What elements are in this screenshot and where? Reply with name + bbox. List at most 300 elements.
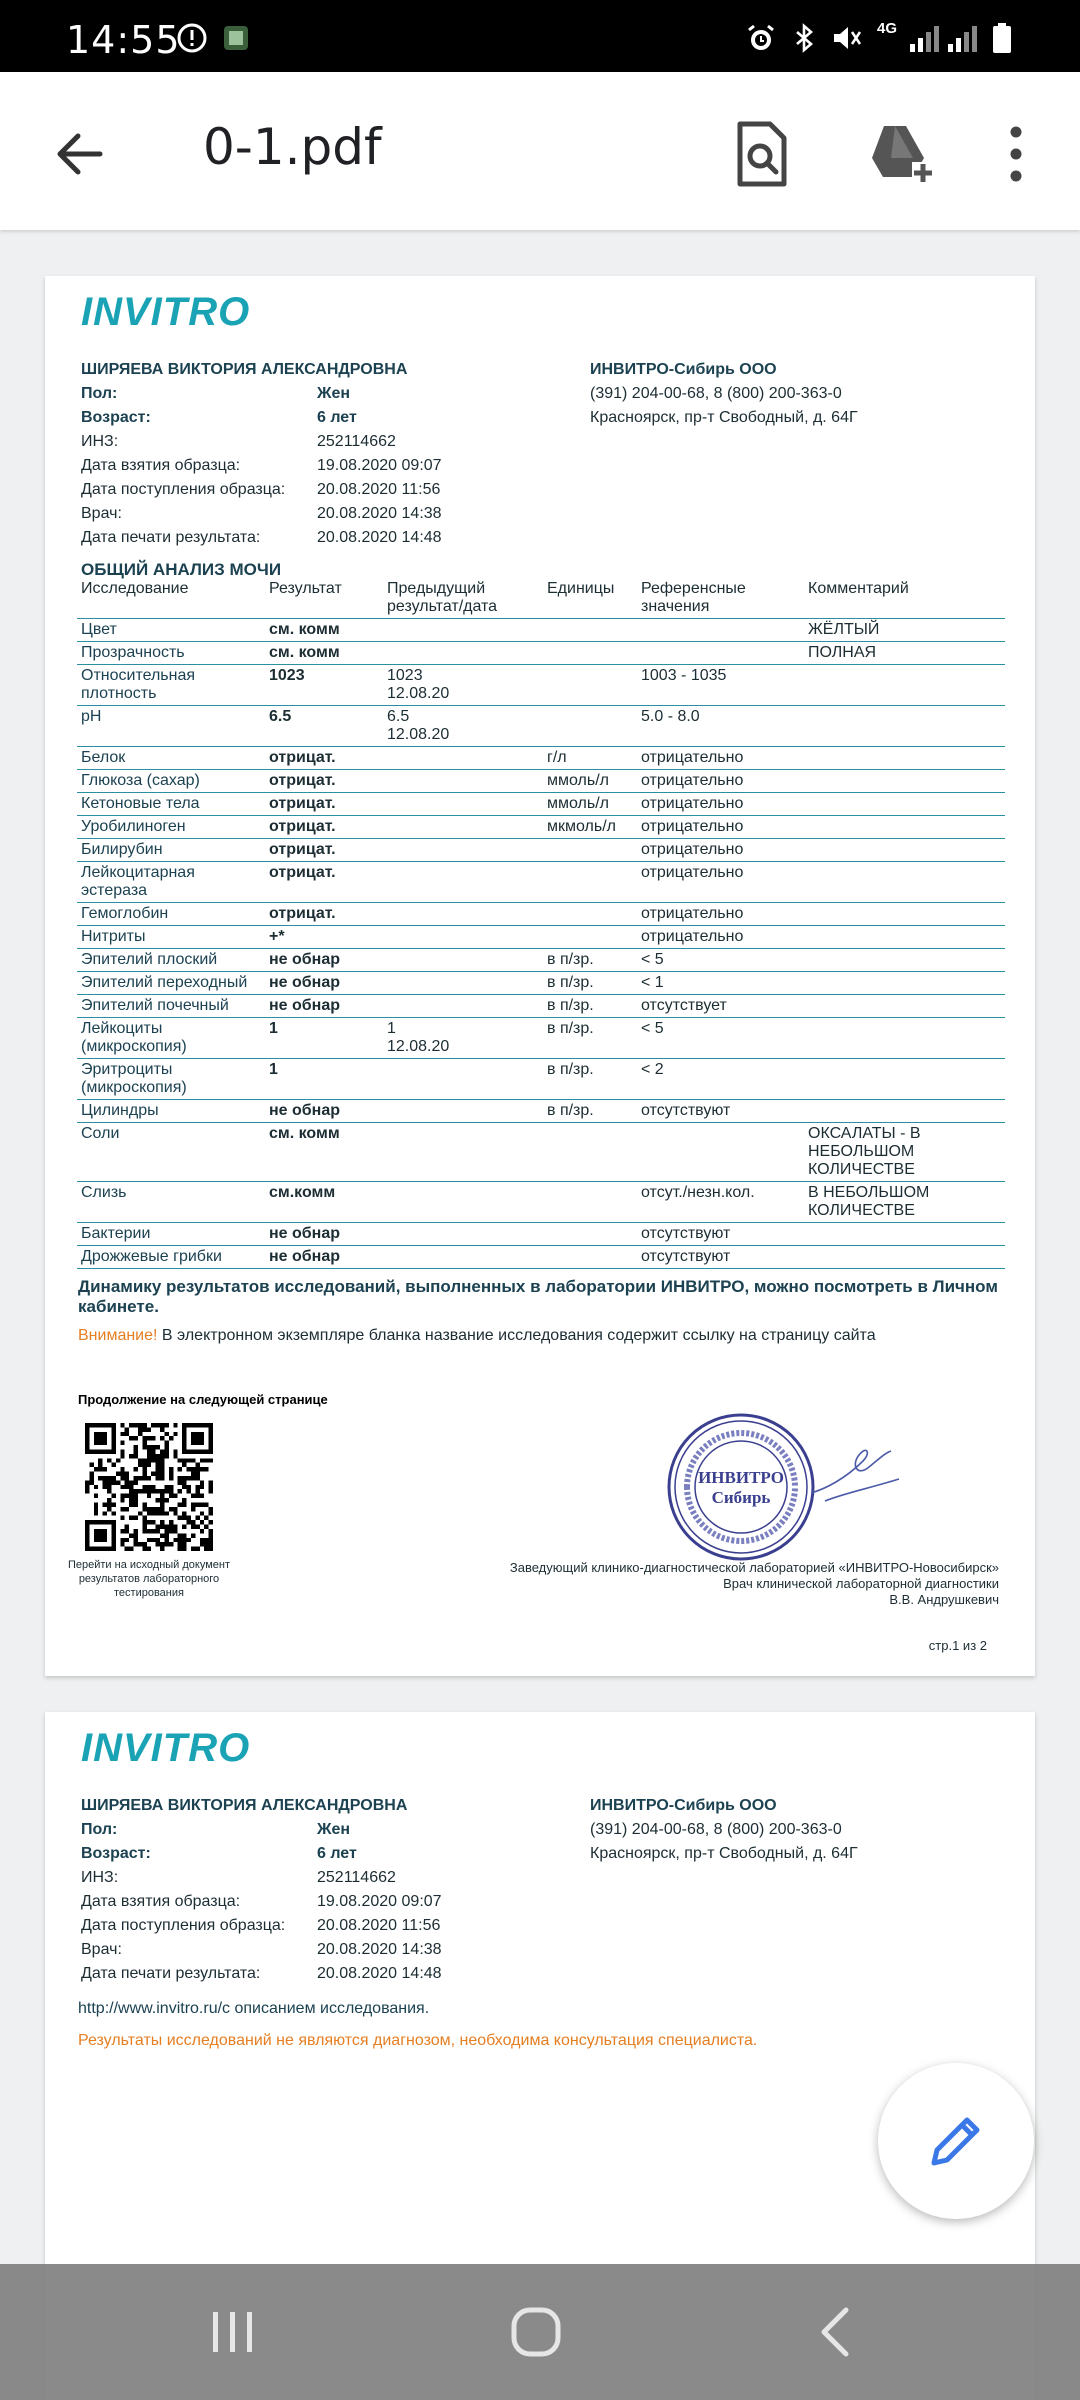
column-header: Единицы [543,578,637,619]
test-name-cell [77,747,265,770]
table-row [77,793,1005,816]
reference-range: < 1 [641,974,664,991]
test-unit-cell [543,926,637,949]
pencil-icon [926,2111,986,2171]
reference-range: отсутствует [641,997,727,1014]
test-comment-cell [794,619,1005,642]
test-comment-cell [794,995,1005,1018]
signal-icon-1 [908,22,948,54]
reference-range-cell [637,972,794,995]
recent-apps-icon[interactable] [201,2302,265,2362]
test-name[interactable]: pH [81,708,102,725]
test-result-cell [265,839,383,862]
test-result-cell [265,1100,383,1123]
test-unit-cell [543,1182,637,1223]
reference-range-cell [637,1246,794,1269]
table-row [77,1018,1005,1059]
previous-result-cell [383,747,543,770]
test-name-cell [77,995,265,1018]
field-value: 252114662 [317,433,396,450]
back-arrow-icon[interactable] [48,122,112,186]
page-number: стр.1 из 2 [928,1638,987,1653]
previous-result-cell [383,619,543,642]
test-comment-cell [794,1246,1005,1269]
reference-range: отрицательно [641,772,744,789]
dynamics-note: Динамику результатов исследований, выполненных в лаборатории ИНВИТРО, можно посмотреть в Личном кабинете. [78,1277,998,1316]
test-unit-cell [543,972,637,995]
previous-result-cell [383,1182,543,1223]
test-result-cell [265,1123,383,1182]
reference-range: отсутствуют [641,1225,731,1242]
battery-icon [990,22,1014,54]
qr-code[interactable] [85,1423,213,1551]
field-label: Врач: [81,1941,122,1958]
alert-shield-icon [176,22,208,54]
reference-range: < 5 [641,951,664,968]
test-name-cell [77,1246,265,1269]
test-name[interactable]: Дрожжевые грибки [81,1248,222,1265]
table-row [77,1223,1005,1246]
test-name[interactable]: Эпителий плоский [81,951,218,968]
test-result-cell [265,747,383,770]
test-name-cell [77,1018,265,1059]
test-comment-cell [794,926,1005,949]
invitro-logo: INVITRO [81,290,251,334]
reference-range: отрицательно [641,749,744,766]
test-result: отрицат. [269,864,336,881]
find-in-document-icon[interactable] [724,116,800,192]
reference-range-cell [637,1182,794,1223]
table-row [77,926,1005,949]
test-unit-cell [543,793,637,816]
test-name[interactable]: Билирубин [81,841,163,858]
table-row [77,816,1005,839]
test-name[interactable]: Слизь [81,1184,127,1201]
table-row [77,862,1005,903]
test-name-cell [77,1100,265,1123]
reference-range: отрицательно [641,795,744,812]
lab-address: Красноярск, пр-т Свободный, д. 64Г [590,409,858,426]
test-result: не обнар [269,997,340,1014]
lab-name: ИНВИТРО-Сибирь ООО [590,1797,777,1814]
edit-fab-button[interactable] [878,2063,1034,2219]
test-result-cell [265,706,383,747]
test-result: не обнар [269,951,340,968]
test-name[interactable]: Эритроциты (микроскопия) [81,1061,187,1096]
reference-range: 1003 - 1035 [641,667,727,684]
field-value: 20.08.2020 14:48 [317,1965,442,1982]
test-unit-cell [543,1246,637,1269]
reference-range-cell [637,1123,794,1182]
test-name-cell [77,619,265,642]
test-unit: в п/зр. [547,951,594,968]
previous-result-date: 12.08.20 [387,726,450,743]
table-row [77,995,1005,1018]
test-name[interactable]: Эпителий почечный [81,997,229,1014]
field-value: Жен [317,1821,351,1838]
test-comment-cell [794,1059,1005,1100]
test-result: не обнар [269,1225,340,1242]
test-comment-cell [794,903,1005,926]
test-name[interactable]: Относительная плотность [81,667,196,702]
test-name-cell [77,1182,265,1223]
reference-range: отрицательно [641,818,744,835]
test-unit-cell [543,770,637,793]
previous-result-date: 12.08.20 [387,1038,450,1055]
test-comment-cell [794,770,1005,793]
test-comment: В НЕБОЛЬШОМ КОЛИЧЕСТВЕ [808,1184,930,1219]
test-result: см. комм [269,1125,340,1142]
test-unit-cell [543,1223,637,1246]
test-result-cell [265,903,383,926]
test-unit-cell [543,949,637,972]
test-name[interactable]: Лейкоцитарная эстераза [81,864,195,899]
test-comment-cell [794,1223,1005,1246]
reference-range-cell [637,949,794,972]
test-name-cell [77,793,265,816]
test-unit: в п/зр. [547,1061,594,1078]
warning-line [78,1327,876,1345]
test-unit: в п/зр. [547,1020,594,1037]
reference-range: < 2 [641,1061,664,1078]
previous-result-cell [383,1223,543,1246]
home-icon[interactable] [504,2302,568,2362]
reference-range-cell [637,995,794,1018]
table-row [77,903,1005,926]
previous-result: 6.5 [387,708,410,725]
previous-result-cell [383,926,543,949]
test-unit-cell [543,839,637,862]
document-title: 0-1.pdf [203,118,382,176]
app-bar [0,72,1080,230]
test-name[interactable]: Лейкоциты (микроскопия) [81,1020,187,1055]
previous-result-cell [383,949,543,972]
table-row [77,706,1005,747]
table-row [77,619,1005,642]
test-result-cell [265,949,383,972]
test-name-cell [77,903,265,926]
table-row [77,949,1005,972]
previous-result-cell [383,903,543,926]
signature-line: Заведующий клинико-диагностической лабораторией «ИНВИТРО-Новосибирск» [509,1560,999,1575]
test-comment-cell [794,706,1005,747]
test-name[interactable]: Кетоновые тела [81,795,200,812]
table-header-row [77,578,1005,619]
test-comment-cell [794,747,1005,770]
reference-range-cell [637,1100,794,1123]
test-name[interactable]: Цвет [81,621,117,638]
test-unit: в п/зр. [547,997,594,1014]
test-comment: ЖЁЛТЫЙ [808,621,880,638]
previous-result-cell [383,665,543,706]
reference-range-cell [637,619,794,642]
field-value: 20.08.2020 14:48 [317,529,442,546]
pdf-page-1[interactable] [45,276,1035,1676]
test-result: отрицат. [269,841,336,858]
test-unit: г/л [547,749,567,766]
test-unit-cell [543,706,637,747]
reference-range-cell [637,816,794,839]
reference-range: < 5 [641,1020,664,1037]
more-options-icon[interactable] [978,116,1054,192]
test-unit: мкмоль/л [547,818,616,835]
field-value: 20.08.2020 14:38 [317,1941,442,1958]
reference-range: отрицательно [641,841,744,858]
test-name[interactable]: Прозрачность [81,644,185,661]
reference-range-cell [637,642,794,665]
reference-range-cell [637,770,794,793]
test-result-cell [265,1018,383,1059]
table-row [77,1246,1005,1269]
lab-phones: (391) 204-00-68, 8 (800) 200-363-0 [590,385,842,402]
test-result: см. комм [269,621,340,638]
test-result: 6.5 [269,708,292,725]
test-result: +* [269,928,285,945]
previous-result-cell [383,1018,543,1059]
test-comment-cell [794,665,1005,706]
table-row [77,770,1005,793]
test-result-cell [265,995,383,1018]
reference-range: отрицательно [641,928,744,945]
test-name-cell [77,706,265,747]
test-unit-cell [543,1018,637,1059]
test-name[interactable]: Глюкоза (сахар) [81,772,200,789]
test-result-cell [265,1246,383,1269]
test-unit-cell [543,619,637,642]
field-label: Дата печати результата: [81,1965,261,1982]
table-row [77,665,1005,706]
test-name-cell [77,1223,265,1246]
field-value: Жен [317,385,351,402]
test-result: отрицат. [269,749,336,766]
field-label: Пол: [81,1821,118,1838]
qr-caption: Перейти на исходный документ результатов лабораторного тестирования [67,1559,231,1599]
test-result: не обнар [269,974,340,991]
field-label: Пол: [81,385,118,402]
field-label: ИНЗ: [81,433,119,450]
patient-name: ШИРЯЕВА ВИКТОРИЯ АЛЕКСАНДРОВНА [81,361,408,378]
field-label: Возраст: [81,1845,151,1862]
test-comment-cell [794,862,1005,903]
lab-phones: (391) 204-00-68, 8 (800) 200-363-0 [590,1821,842,1838]
signature-line: Врач клинической лабораторной диагностики [723,1576,999,1591]
reference-range-cell [637,903,794,926]
previous-result-cell [383,770,543,793]
test-result-cell [265,816,383,839]
test-name-cell [77,1059,265,1100]
reference-range-cell [637,793,794,816]
field-label: Дата печати результата: [81,529,261,546]
reference-range-cell [637,747,794,770]
reference-range-cell [637,665,794,706]
test-name[interactable]: Нитриты [81,928,146,945]
test-unit-cell [543,816,637,839]
column-header: Исследование [77,578,265,619]
back-nav-icon[interactable] [806,2302,870,2362]
signature-line: В.В. Андрушкевич [889,1592,999,1607]
test-result-cell [265,972,383,995]
field-value: 19.08.2020 09:07 [317,457,442,474]
test-unit-cell [543,642,637,665]
field-value: 20.08.2020 11:56 [317,1917,441,1934]
reference-range-cell [637,1018,794,1059]
previous-result-cell [383,1246,543,1269]
previous-result-cell [383,1059,543,1100]
field-label: Дата взятия образца: [81,1893,241,1910]
test-unit-cell [543,995,637,1018]
test-unit-cell [543,903,637,926]
previous-result-cell [383,642,543,665]
reference-range-cell [637,862,794,903]
test-result: не обнар [269,1248,340,1265]
table-row [77,1182,1005,1223]
warning-text: В электронном экземпляре бланка название исследования содержит ссылку на страницу сайта [157,1327,876,1344]
reference-range-cell [637,1223,794,1246]
field-value: 6 лет [317,1845,357,1862]
test-name-cell [77,949,265,972]
table-row [77,972,1005,995]
patient-name: ШИРЯЕВА ВИКТОРИЯ АЛЕКСАНДРОВНА [81,1797,408,1814]
test-result: 1023 [269,667,305,684]
previous-result-cell [383,839,543,862]
reference-range-cell [637,839,794,862]
mute-icon [830,22,862,54]
test-result-cell [265,1059,383,1100]
test-comment-cell [794,1182,1005,1223]
warning-label: Внимание! [78,1327,158,1344]
test-comment-cell [794,972,1005,995]
test-name-cell [77,926,265,949]
field-value: 19.08.2020 09:07 [317,1893,442,1910]
test-name[interactable]: Эпителий переходный [81,974,248,991]
test-comment-cell [794,949,1005,972]
test-result: отрицат. [269,772,336,789]
previous-result-cell [383,995,543,1018]
previous-result-date: 12.08.20 [387,685,450,702]
test-result: отрицат. [269,905,336,922]
test-name-cell [77,1123,265,1182]
previous-result-cell [383,706,543,747]
table-row [77,747,1005,770]
invitro-logo: INVITRO [81,1726,251,1770]
test-name-cell [77,839,265,862]
test-comment-cell [794,816,1005,839]
field-label: Дата взятия образца: [81,457,241,474]
alarm-icon [745,22,777,54]
table-row [77,1059,1005,1100]
test-unit: в п/зр. [547,1102,594,1119]
field-value: 20.08.2020 14:38 [317,505,442,522]
table-row [77,839,1005,862]
reference-range: отсутствуют [641,1102,731,1119]
test-name[interactable]: Бактерии [81,1225,151,1242]
reference-range: отсут./незн.кол. [641,1184,755,1201]
test-name-cell [77,770,265,793]
test-unit-cell [543,1059,637,1100]
test-unit-cell [543,1123,637,1182]
disclaimer: Результаты исследований не являются диагнозом, необходима консультация специалиста. [78,2032,758,2049]
test-result: отрицат. [269,795,336,812]
test-unit-cell [543,665,637,706]
previous-result-cell [383,793,543,816]
test-name[interactable]: Соли [81,1125,120,1142]
test-result: см. комм [269,644,340,661]
reference-range-cell [637,926,794,949]
test-comment: ПОЛНАЯ [808,644,877,661]
field-label: ИНЗ: [81,1869,119,1886]
test-result-cell [265,770,383,793]
test-unit-cell [543,862,637,903]
network-type-label: 4G [877,20,898,37]
system-navigation-bar [0,2264,1080,2400]
field-value: 6 лет [317,409,357,426]
test-comment-cell [794,839,1005,862]
previous-result-cell [383,972,543,995]
signal-icon-2 [946,22,986,54]
test-name-cell [77,816,265,839]
status-time: 14:55 [66,18,181,62]
test-result-cell [265,926,383,949]
test-name-cell [77,665,265,706]
invitro-link[interactable]: http://www.invitro.ru/с описанием исследования. [78,2000,430,2017]
test-result-cell [265,642,383,665]
lab-address: Красноярск, пр-т Свободный, д. 64Г [590,1845,858,1862]
test-result-cell [265,1223,383,1246]
svg-text:ИНВИТРО: ИНВИТРО [698,1468,784,1487]
test-comment-cell [794,1018,1005,1059]
test-comment-cell [794,1123,1005,1182]
test-unit-cell [543,1100,637,1123]
results-table [77,578,1005,1269]
test-result-cell [265,862,383,903]
test-unit-cell [543,747,637,770]
section-title: ОБЩИЙ АНАЛИЗ МОЧИ [81,560,282,579]
test-name[interactable]: Белок [81,749,126,766]
field-label: Возраст: [81,409,151,426]
previous-result-cell [383,1100,543,1123]
test-name-cell [77,642,265,665]
previous-result-cell [383,862,543,903]
table-row [77,1100,1005,1123]
table-row [77,642,1005,665]
field-label: Дата поступления образца: [81,1917,286,1934]
column-header: Результат [265,578,383,619]
test-result-cell [265,1182,383,1223]
column-header: Комментарий [794,578,1005,619]
test-name-cell [77,862,265,903]
results-body [77,619,1005,1269]
continued-note: Продолжение на следующей странице [78,1392,328,1407]
status-bar [0,0,1080,72]
test-result: отрицат. [269,818,336,835]
reference-range: отрицательно [641,905,744,922]
field-value: 252114662 [317,1869,396,1886]
test-name[interactable]: Цилиндры [81,1102,159,1119]
test-comment-cell [794,642,1005,665]
test-result: 1 [269,1061,278,1078]
reference-range: отрицательно [641,864,744,881]
test-unit: в п/зр. [547,974,594,991]
add-to-drive-icon[interactable] [862,116,938,192]
test-result: не обнар [269,1102,340,1119]
app-notification-icon [220,22,252,54]
field-label: Врач: [81,505,122,522]
test-name[interactable]: Уробилиноген [81,818,186,835]
test-name-cell [77,972,265,995]
test-name[interactable]: Гемоглобин [81,905,169,922]
reference-range-cell [637,706,794,747]
test-comment: ОКСАЛАТЫ - В НЕБОЛЬШОМ КОЛИЧЕСТВЕ [808,1125,921,1178]
